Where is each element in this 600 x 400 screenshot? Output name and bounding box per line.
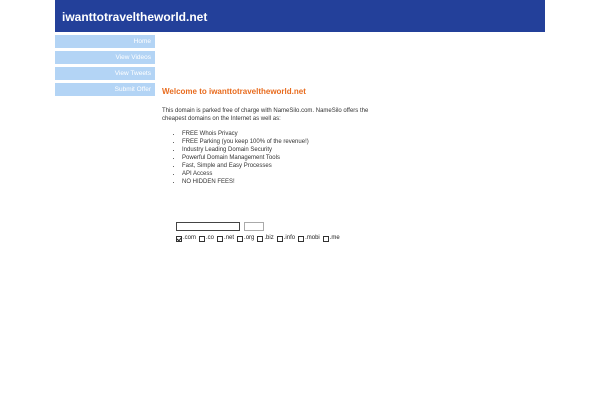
- site-title: iwanttotraveltheworld.net: [62, 10, 208, 24]
- tld-checkbox-me[interactable]: [323, 236, 329, 242]
- tld-option-me[interactable]: [323, 235, 340, 242]
- tld-option-biz[interactable]: [257, 235, 273, 242]
- sidebar-item-view-videos[interactable]: View Videos: [55, 51, 155, 64]
- sidebar-item-home[interactable]: Home: [55, 35, 155, 48]
- header-bar: [55, 0, 545, 32]
- sidebar-item-view-tweets[interactable]: View Tweets: [55, 67, 155, 80]
- welcome-heading: Welcome to iwanttotraveltheworld.net: [162, 87, 306, 96]
- tld-option-info[interactable]: [277, 235, 295, 242]
- domain-search-input[interactable]: [176, 222, 240, 231]
- tld-option-com[interactable]: [176, 235, 196, 242]
- tld-checkbox-info[interactable]: [277, 236, 283, 242]
- tld-label: .biz: [264, 235, 274, 241]
- sidebar-item-submit-offer[interactable]: Submit Offer: [55, 83, 155, 96]
- tld-label: .mobi: [305, 235, 320, 241]
- feature-item: • FREE Whois Privacy: [182, 130, 382, 138]
- main-content: [162, 87, 382, 186]
- tld-checkbox-mobi[interactable]: [298, 236, 304, 242]
- sidebar-nav: [55, 35, 155, 99]
- tld-option-net[interactable]: [217, 235, 234, 242]
- tld-checkbox-com[interactable]: [176, 236, 182, 242]
- tld-label: .me: [329, 235, 340, 241]
- tld-label: .com: [183, 235, 197, 241]
- tld-checkbox-co[interactable]: [199, 236, 205, 242]
- feature-item: • FREE Parking (you keep 100% of the revenue!): [182, 138, 382, 146]
- features-list: [162, 130, 382, 186]
- feature-item: • Powerful Domain Management Tools: [182, 154, 382, 162]
- tld-option-co[interactable]: [199, 235, 214, 242]
- feature-item: • NO HIDDEN FEES!: [182, 178, 382, 186]
- feature-item: • Fast, Simple and Easy Processes: [182, 162, 382, 170]
- tld-option-mobi[interactable]: [298, 235, 320, 242]
- tld-label: .info: [283, 235, 296, 241]
- tld-checkbox-net[interactable]: [217, 236, 223, 242]
- tld-option-org[interactable]: [237, 235, 254, 242]
- tld-options: [176, 235, 343, 242]
- tld-label: .net: [224, 235, 235, 241]
- tld-checkbox-org[interactable]: [237, 236, 243, 242]
- tld-checkbox-biz[interactable]: [257, 236, 263, 242]
- tld-label: .co: [206, 235, 215, 241]
- intro-paragraph: This domain is parked free of charge with NameSilo.com. NameSilo offers the cheapest domains on the Internet as well as:: [162, 108, 369, 122]
- domain-search-button[interactable]: [244, 222, 264, 231]
- feature-item: • API Access: [182, 170, 382, 178]
- tld-label: .org: [244, 235, 255, 241]
- feature-item: • Industry Leading Domain Security: [182, 146, 382, 154]
